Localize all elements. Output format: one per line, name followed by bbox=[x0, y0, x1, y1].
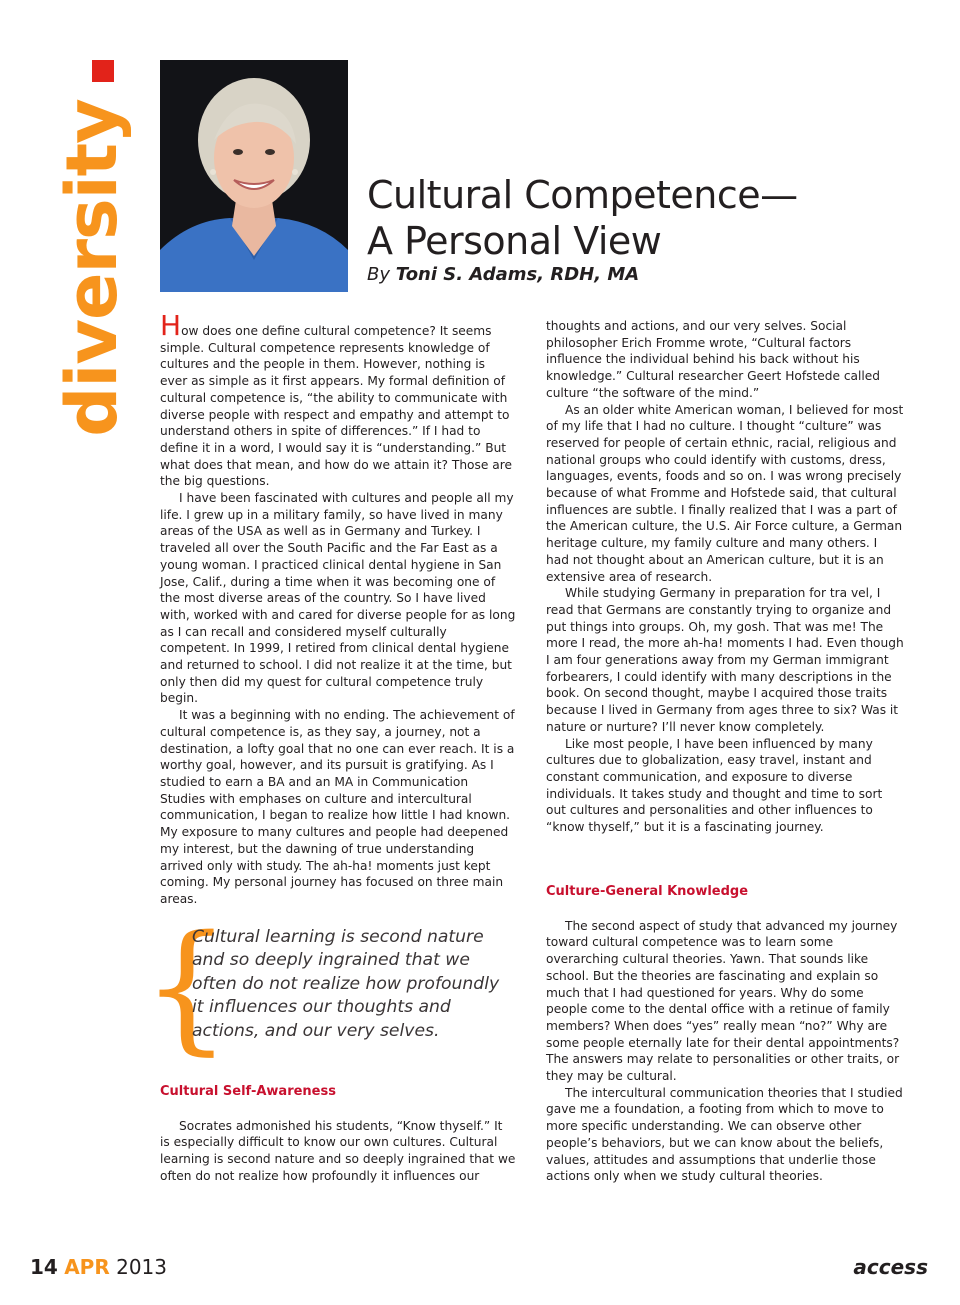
right-column bbox=[546, 318, 904, 836]
left-column-lower bbox=[160, 1084, 516, 1185]
pull-quote: Cultural learning is second nature and so deeply ingrained that we often do not realize how profoundly it influences our thoughts and actions, and our very selves. bbox=[192, 927, 500, 1041]
author-photo bbox=[160, 60, 348, 292]
folio bbox=[30, 1255, 167, 1279]
issue-month: APR bbox=[64, 1255, 110, 1279]
paragraph: As an older white American woman, I believed for most of my life that I had no culture. I thought “culture” was reserved for people of certain ethnic, racial, religious and national groups who could identify with customs, dress, languages, events, foods and so on. I was wrong precisely because of what Fromme and Hofstede said, that cultural influences are subtle. I finally realized that I was a part of the American culture, the U.S. Air Force culture, a German heritage culture, my family culture and many others. I had not thought about an American culture, but it is an extensive area of research. bbox=[546, 402, 904, 584]
title-line-2: A Personal View bbox=[367, 219, 662, 263]
pull-quote-brace: { bbox=[142, 906, 232, 1069]
paragraph: The second aspect of study that advanced my journey toward cultural competence was to learn some overarching cultural theories. Yawn. That sounds like school. But the theories are fascinating and explain so much that I had questioned for years. Why do some people come to the dental office with a retinue of family members? When does “yes” really mean “no?” Why are some people eternally late for their dental appointments? The answers may relate to personalities or other traits, or they may be cultural. bbox=[546, 918, 900, 1084]
title-line-1: Cultural Competence— bbox=[367, 173, 798, 217]
subhead-cultural-self-awareness: Cultural Self-Awareness bbox=[160, 1084, 336, 1099]
issue-year: 2013 bbox=[116, 1255, 168, 1279]
byline-prefix: By bbox=[367, 264, 396, 285]
section-label: diversity bbox=[51, 99, 133, 437]
paragraph: It was a beginning with no ending. The achievement of cultural competence is, as they say, a journey, not a destination, a lofty goal that no one can ever reach. It is a worthy goal, however, and its pursuit is gratifying. As I studied to earn a BA and an MA in Communication Studies with emphases on culture and intercultural communication, I began to realize how little I had known. My exposure to many cultures and people had deepened my interest, but the dawning of true understanding arrived only with study. The ah-ha! moments just kept coming. My personal journey has focused on three main areas. bbox=[160, 708, 515, 906]
publication-name: access bbox=[853, 1255, 928, 1279]
paragraph: While studying Germany in preparation for tra vel, I read that Germans are constantly trying to organize and put things into groups. Oh, my gosh. That was me! The more I read, the more ah-ha! moments I had. Even though I am four generations away from my German immigrant forbearers, I could identify with many descriptions in the book. On second thought, maybe I acquired those traits because I lived in Germany from ages three to six? Was it nature or nurture? I’ll never know completely. bbox=[546, 586, 904, 734]
right-column-lower bbox=[546, 884, 904, 1185]
author-name: Toni S. Adams, RDH, MA bbox=[395, 264, 640, 285]
paragraph bbox=[160, 309, 516, 490]
left-column bbox=[160, 309, 516, 908]
page-number: 14 bbox=[30, 1255, 58, 1279]
paragraph: I have been fascinated with cultures and people all my life. I grew up in a military family, so have lived in many areas of the USA as well as in Germany and Turkey. I traveled all over the South Pacific and the Far East as a young woman. I practiced clinical dental hygiene in San Jose, Calif., during a time when it was becoming one of the most diverse areas of the country. So I have lived with, worked with and cared for diverse people for as long as I can recall and considered myself culturally competent. In 1999, I retired from clinical dental hygiene and returned to school. I did not realize it at the time, but only then did my quest for cultural competence truly begin. bbox=[160, 491, 516, 706]
article-title bbox=[367, 172, 887, 264]
red-square-marker bbox=[92, 60, 114, 82]
byline bbox=[367, 264, 639, 285]
paragraph: thoughts and actions, and our very selves. Social philosopher Erich Fromme wrote, “Cultural factors influence the individual behind his back without his knowledge.” Cultural researcher Geert Hofstede called culture “the software of the mind.” bbox=[546, 319, 881, 400]
paragraph: The intercultural communication theories that I studied gave me a foundation, a footing from which to move to more specific understanding. We can observe other people’s behaviors, but we can know about the beliefs, values, attitudes and assumptions that underlie those actions only when we study cultural theories. bbox=[546, 1085, 903, 1184]
paragraph: Like most people, I have been influenced by many cultures due to globalization, easy travel, instant and constant communication, and exposure to diverse individuals. It takes study and thought and time to sort out cultures and personalities and other influences to “know thyself,” but it is a fascinating journey. bbox=[546, 736, 883, 835]
subhead-culture-general-knowledge: Culture-General Knowledge bbox=[546, 884, 749, 899]
paragraph-text: ow does one define cultural competence? It seems simple. Cultural competence represents knowledge of cultures and the people in them. However, nothing is ever as simple as it first appears. My formal definition of cultural competence is, “the ability to communicate with diverse people with respect and empathy and attempt to understand others in spite of differences.” If I had to define it in a word, I would say it is “understanding.” But what does that mean, and how do we attain it? Those are the big questions. bbox=[160, 324, 512, 489]
section-tag bbox=[51, 88, 142, 437]
drop-cap: H bbox=[160, 309, 182, 342]
paragraph: Socrates admonished his students, “Know thyself.” It is especially difficult to know our own cultures. Cultural learning is second nature and so deeply ingrained that we often do not realize how profoundly it influences our bbox=[160, 1118, 516, 1183]
